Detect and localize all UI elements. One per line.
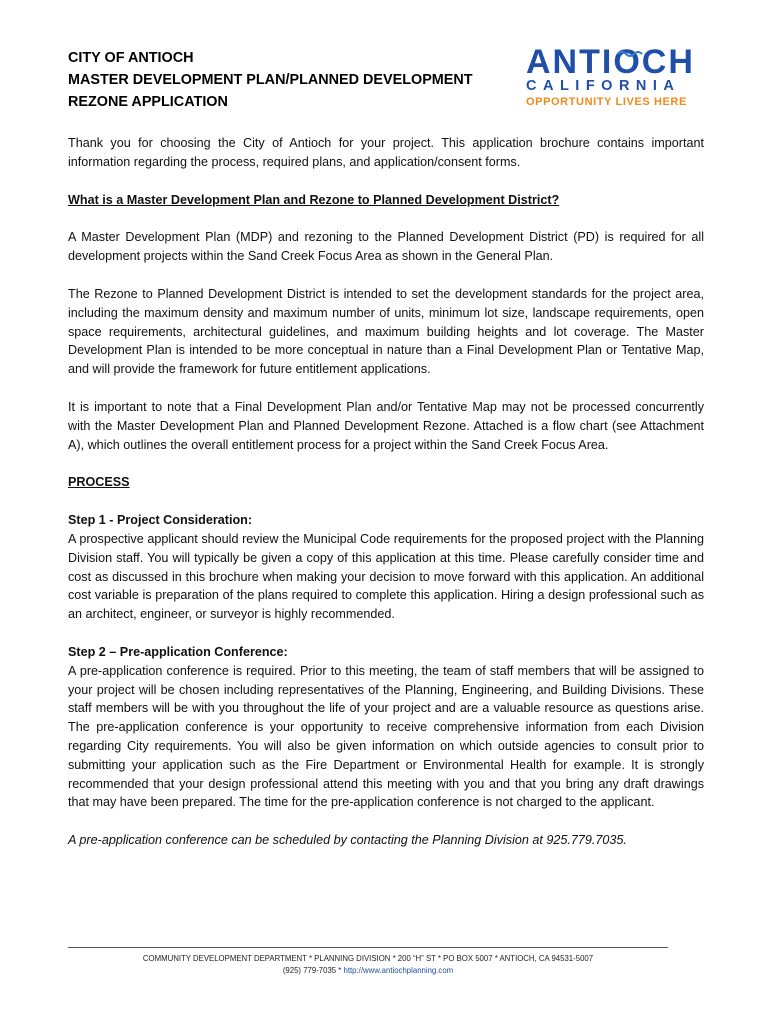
title-line-2: MASTER DEVELOPMENT PLAN/PLANNED DEVELOPMENT — [68, 72, 473, 88]
document-title — [68, 47, 473, 113]
antioch-logo — [524, 43, 695, 113]
title-line-1: CITY OF ANTIOCH — [68, 50, 194, 66]
logo-tagline: OPPORTUNITY LIVES HERE — [526, 96, 687, 108]
logo-wave-icon — [617, 49, 643, 57]
contact-note: A pre-application conference can be scheduled by contacting the Planning Division at 925.779.7035. — [68, 833, 627, 848]
step-2-text: A pre-application conference is required. Prior to this meeting, the team of staff members that will be assigned to your project will be chosen including representatives of the Planning, Engineering, and Building Divisions. These staff members will be with you throughout the life of your project and are a valuable resource as questions arise. The pre-application conference is your opportunity to receive comprehensive information from each Division regarding City requirements. You will also be given information on which outside agencies to consult prior to submitting your application such as the Fire Department or Environmental Health for example. It is strongly recommended that your design professional attend this meeting with you and that you bring any draft drawings that may have been prepared. The time for the pre-application conference is not charged to the applicant. — [68, 663, 704, 810]
step-1-heading: Step 1 - Project Consideration: — [68, 513, 253, 528]
note-paragraph: It is important to note that a Final Development Plan and/or Tentative Map may not be processed concurrently with the Master Development Plan and Planned Development Rezone. Attached is a flow chart (see Attachment A), which outlines the overall entitlement process for a project within the Sand Creek Focus Area. — [68, 399, 704, 452]
step-1-text: A prospective applicant should review the Municipal Code requirements for the proposed project with the Planning Division staff. You will typically be given a copy of this application at this time. Please carefully consider time and cost as discussed in this brochure when making your decision to move forward with this application. An additional cost variable is preparation of the plans required to complete this application. Hiring a design professional such as an architect, engineer, or surveyor is highly recommended. — [68, 531, 704, 622]
mdp-paragraph: A Master Development Plan (MDP) and rezoning to the Planned Development District (PD) is required for all development projects within the Sand Creek Focus Area as shown in the General Plan. — [68, 230, 704, 264]
page-footer — [68, 947, 668, 977]
document-body — [68, 134, 704, 850]
title-line-3: REZONE APPLICATION — [68, 94, 228, 110]
question-heading: What is a Master Development Plan and Rezone to Planned Development District? — [68, 192, 560, 207]
footer-phone: (925) 779-7035 * — [282, 966, 344, 975]
footer-website-link[interactable]: http://www.antiochplanning.com — [343, 966, 454, 975]
process-heading: PROCESS — [68, 475, 130, 490]
rezone-paragraph: The Rezone to Planned Development District is intended to set the development standards for the project area, including the maximum density and maximum number of units, minimum lot size, landscape requirements, open space requirements, architectural guidelines, and maximum building heights and lot coverage. The Master Development Plan is intended to be more conceptual in nature than a Final Development Plan or Tentative Map, and will provide the framework for future entitlement applications. — [68, 286, 704, 377]
logo-state: CALIFORNIA — [526, 78, 681, 94]
step-2-heading: Step 2 – Pre-application Conference: — [68, 644, 288, 659]
document-header — [68, 43, 704, 117]
intro-paragraph: Thank you for choosing the City of Antioch for your project. This application brochure contains important information regarding the process, required plans, and application/consent forms. — [68, 136, 704, 169]
footer-address: COMMUNITY DEVELOPMENT DEPARTMENT * PLANNING DIVISION * 200 “H” ST * PO BOX 5007 * ANTIOCH, CA 94531-5007 — [142, 954, 594, 963]
logo-wordmark: ANTIOCH — [526, 43, 695, 81]
footer-contact — [68, 965, 668, 977]
